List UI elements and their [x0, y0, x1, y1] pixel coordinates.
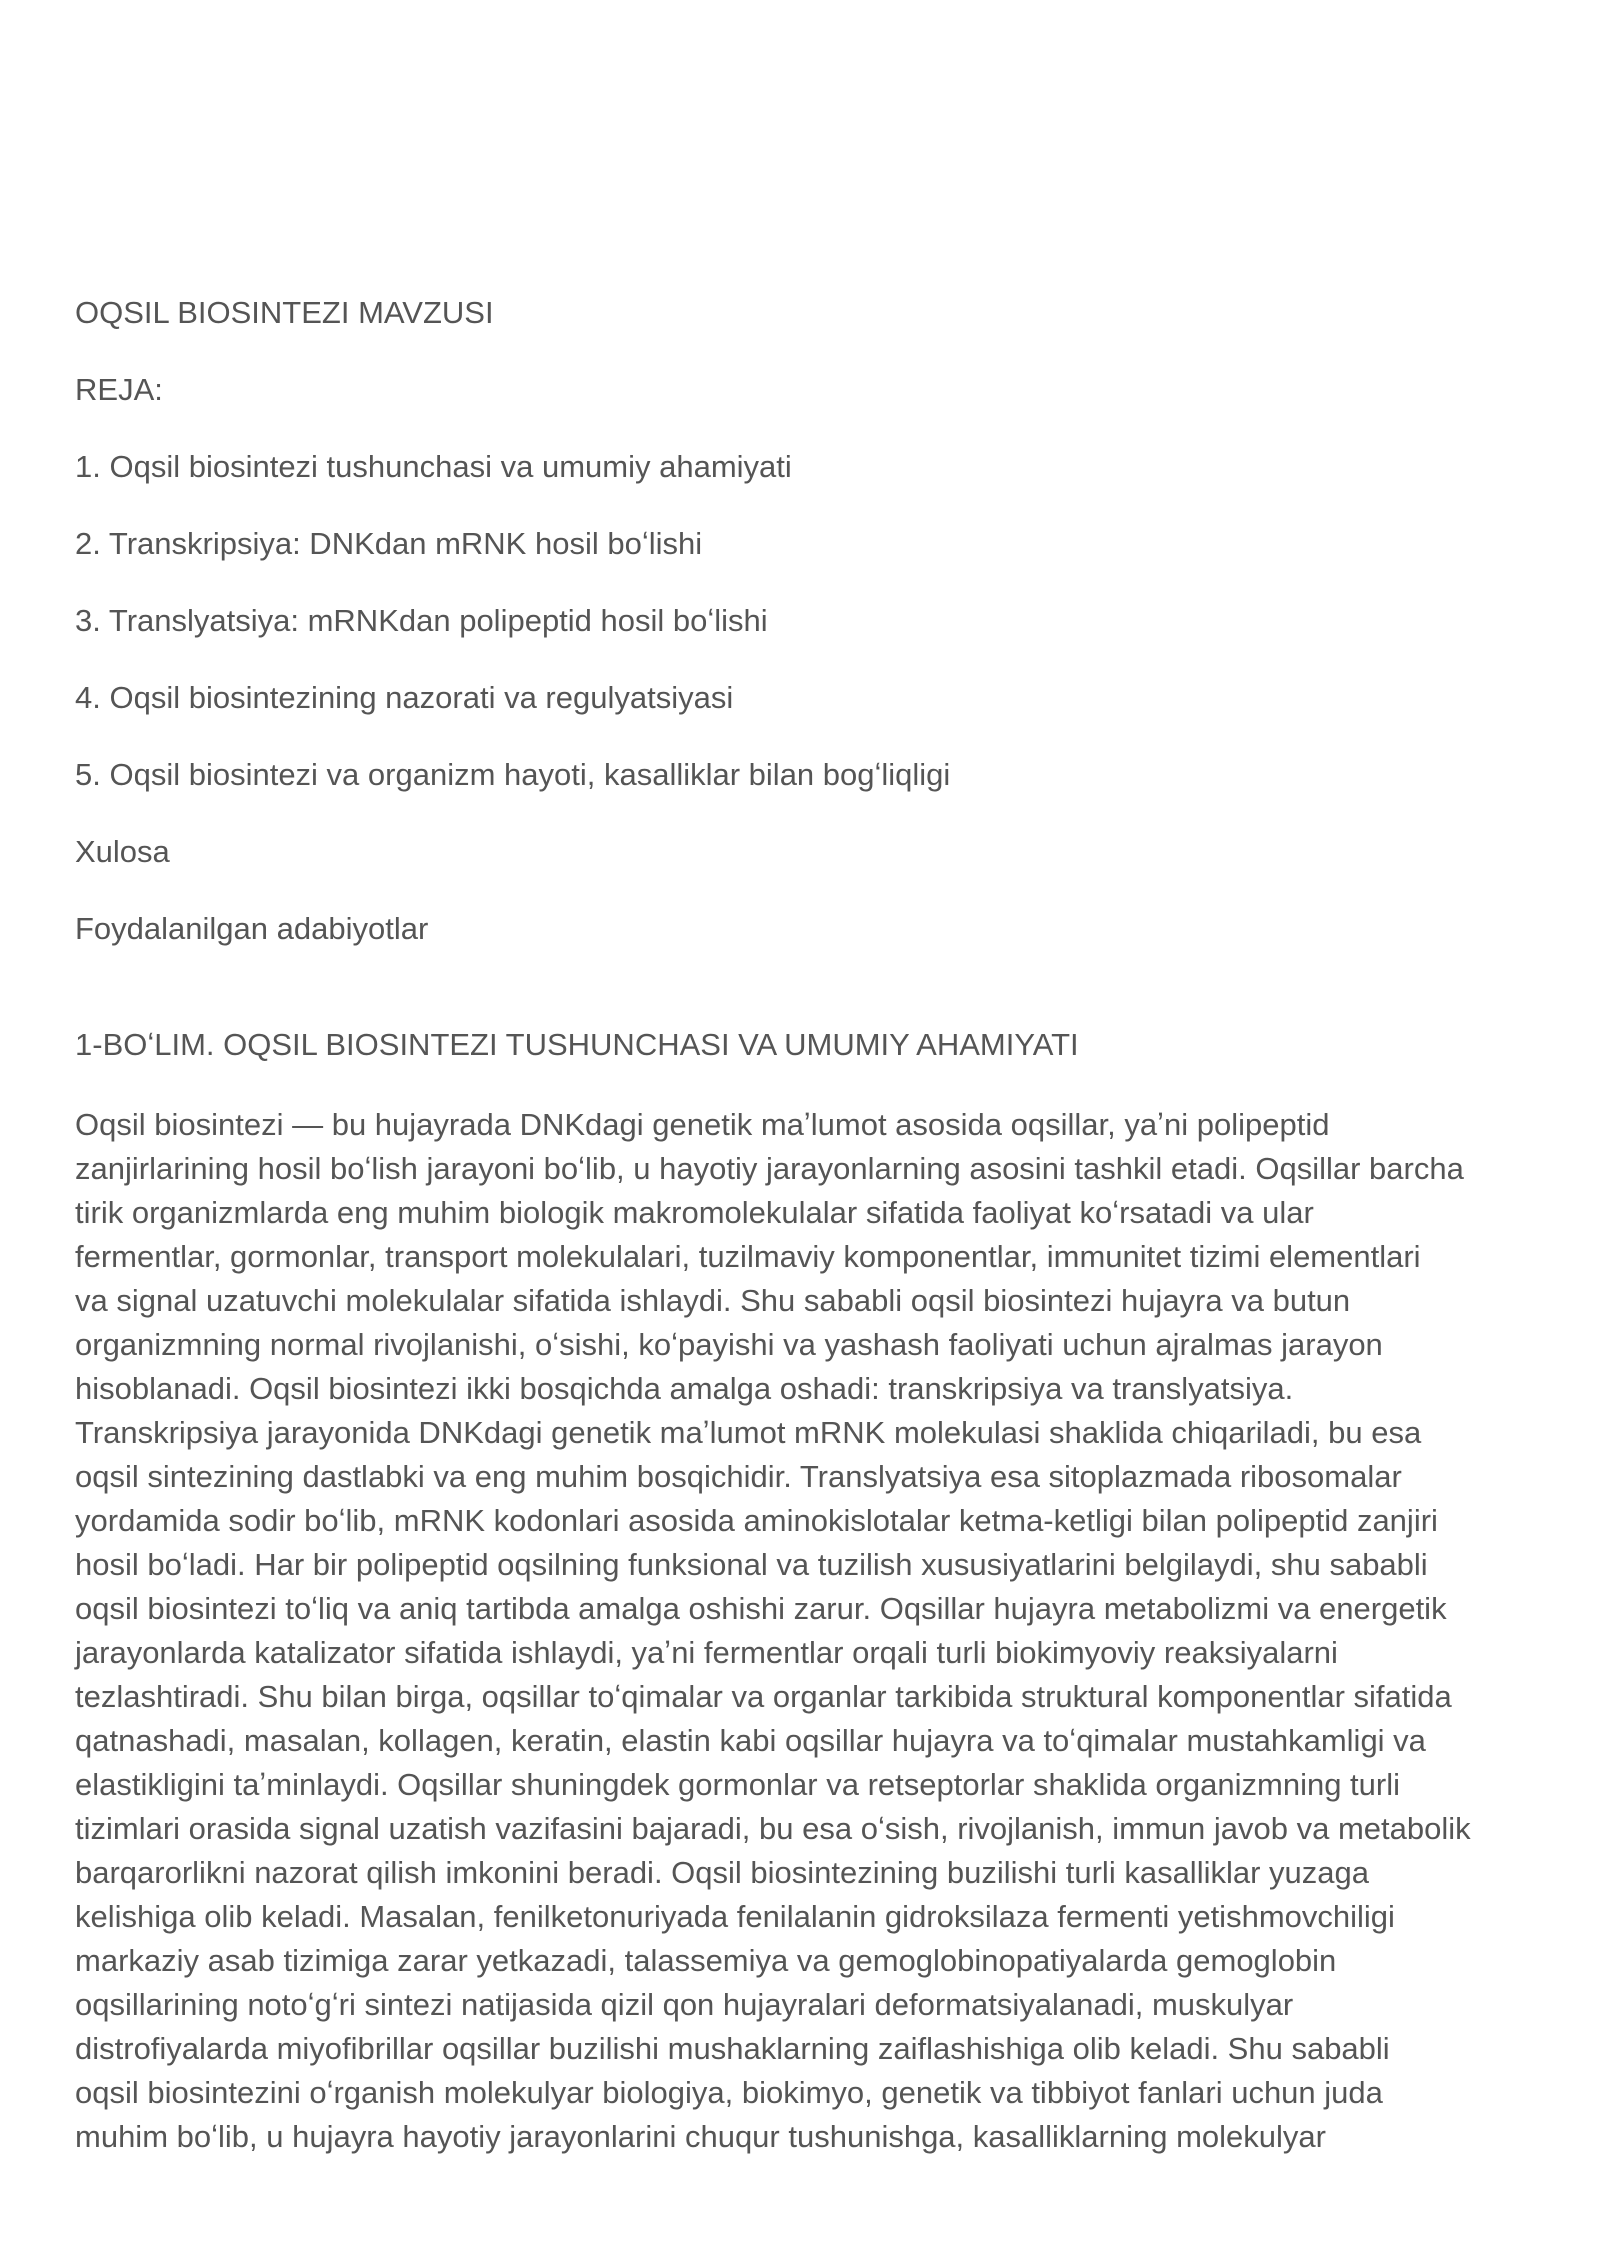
paragraph-line: hisoblanadi. Oqsil biosintezi ikki bosqichda amalga oshadi: transkripsiya va translyatsiya.	[75, 1371, 1294, 1406]
paragraph-line: distrofiyalarda miyofibrillar oqsillar buzilishi mushaklarning zaiflashishiga olib keladi. Shu sababli	[75, 2031, 1390, 2066]
paragraph-line: qatnashadi, masalan, kollagen, keratin, elastin kabi oqsillar hujayra va toʻqimalar mustahkamligi va	[75, 1723, 1426, 1758]
paragraph-line: yordamida sodir boʻlib, mRNK kodonlari asosida aminokislotalar ketma-ketligi bilan polipeptid zanjiri	[75, 1503, 1438, 1538]
section-gap	[75, 987, 1535, 1026]
plan-item: 5. Oqsil biosintezi va organizm hayoti, kasalliklar bilan bogʻliqligi	[75, 757, 951, 792]
document-page	[75, 294, 1535, 2159]
paragraph-line: muhim boʻlib, u hujayra hayotiy jarayonlarini chuqur tushunishga, kasalliklarning molekulyar	[75, 2119, 1326, 2154]
conclusion-item: Xulosa	[75, 834, 170, 869]
plan-list	[75, 448, 1535, 794]
paragraph-line: oqsil biosintezini oʻrganish molekulyar biologiya, biokimyo, genetik va tibbiyot fanlari uchun juda	[75, 2075, 1383, 2110]
paragraph-line: zanjirlarining hosil boʻlish jarayoni boʻlib, u hayotiy jarayonlarning asosini tashkil etadi. Oqsillar barcha	[75, 1151, 1464, 1186]
paragraph-line: oqsillarining notoʻgʻri sintezi natijasida qizil qon hujayralari deformatsiyalanadi, muskulyar	[75, 1987, 1294, 2022]
paragraph-line: organizmning normal rivojlanishi, oʻsishi, koʻpayishi va yashash faoliyati uchun ajralmas jarayon	[75, 1327, 1383, 1362]
section-1-heading: 1-BOʻLIM. OQSIL BIOSINTEZI TUSHUNCHASI VA UMUMIY AHAMIYATI	[75, 1027, 1079, 1062]
paragraph-line: Transkripsiya jarayonida DNKdagi genetik maʼlumot mRNK molekulasi shaklida chiqariladi, bu esa	[75, 1415, 1422, 1450]
references-item: Foydalanilgan adabiyotlar	[75, 911, 429, 946]
paragraph-line: elastikligini taʼminlaydi. Oqsillar shuningdek gormonlar va retseptorlar shaklida organizmning turli	[75, 1767, 1401, 1802]
paragraph-line: hosil boʻladi. Har bir polipeptid oqsilning funksional va tuzilish xususiyatlarini belgilaydi, shu sababli	[75, 1547, 1428, 1582]
plan-item: 1. Oqsil biosintezi tushunchasi va umumiy ahamiyati	[75, 449, 792, 484]
paragraph-line: oqsil sintezining dastlabki va eng muhim bosqichidir. Translyatsiya esa sitoplazmada ribosomalar	[75, 1459, 1402, 1494]
plan-heading: REJA:	[75, 372, 163, 407]
document-title: OQSIL BIOSINTEZI MAVZUSI	[75, 295, 494, 330]
paragraph-line: markaziy asab tizimiga zarar yetkazadi, talassemiya va gemoglobinopatiyalarda gemoglobin	[75, 1943, 1337, 1978]
paragraph-line: tezlashtiradi. Shu bilan birga, oqsillar toʻqimalar va organlar tarkibida struktural komponentlar sifatida	[75, 1679, 1452, 1714]
paragraph-line: Oqsil biosintezi — bu hujayrada DNKdagi genetik maʼlumot asosida oqsillar, yaʼni polipeptid	[75, 1107, 1330, 1142]
paragraph-line: kelishiga olib keladi. Masalan, fenilketonuriyada fenilalanin gidroksilaza fermenti yetishmovchiligi	[75, 1899, 1395, 1934]
paragraph-line: va signal uzatuvchi molekulalar sifatida ishlaydi. Shu sababli oqsil biosintezi hujayra va butun	[75, 1283, 1351, 1318]
paragraph-line: oqsil biosintezi toʻliq va aniq tartibda amalga oshishi zarur. Oqsillar hujayra metabolizmi va energetik	[75, 1591, 1447, 1626]
paragraph-line: tizimlari orasida signal uzatish vazifasini bajaradi, bu esa oʻsish, rivojlanish, immun javob va metabolik	[75, 1811, 1471, 1846]
paragraph-line: fermentlar, gormonlar, transport molekulalari, tuzilmaviy komponentlar, immunitet tizimi elementlari	[75, 1239, 1421, 1274]
plan-item: 2. Transkripsiya: DNKdan mRNK hosil boʻlishi	[75, 526, 703, 561]
paragraph-line: barqarorlikni nazorat qilish imkonini beradi. Oqsil biosintezining buzilishi turli kasalliklar yuzaga	[75, 1855, 1369, 1890]
plan-item: 3. Translyatsiya: mRNKdan polipeptid hosil boʻlishi	[75, 603, 768, 638]
paragraph-line: tirik organizmlarda eng muhim biologik makromolekulalar sifatida faoliyat koʻrsatadi va ular	[75, 1195, 1314, 1230]
paragraph-line: jarayonlarda katalizator sifatida ishlaydi, yaʼni fermentlar orqali turli biokimyoviy reaksiyalarni	[75, 1635, 1338, 1670]
section-1-paragraph	[75, 1103, 1535, 2159]
plan-item: 4. Oqsil biosintezining nazorati va regulyatsiyasi	[75, 680, 734, 715]
